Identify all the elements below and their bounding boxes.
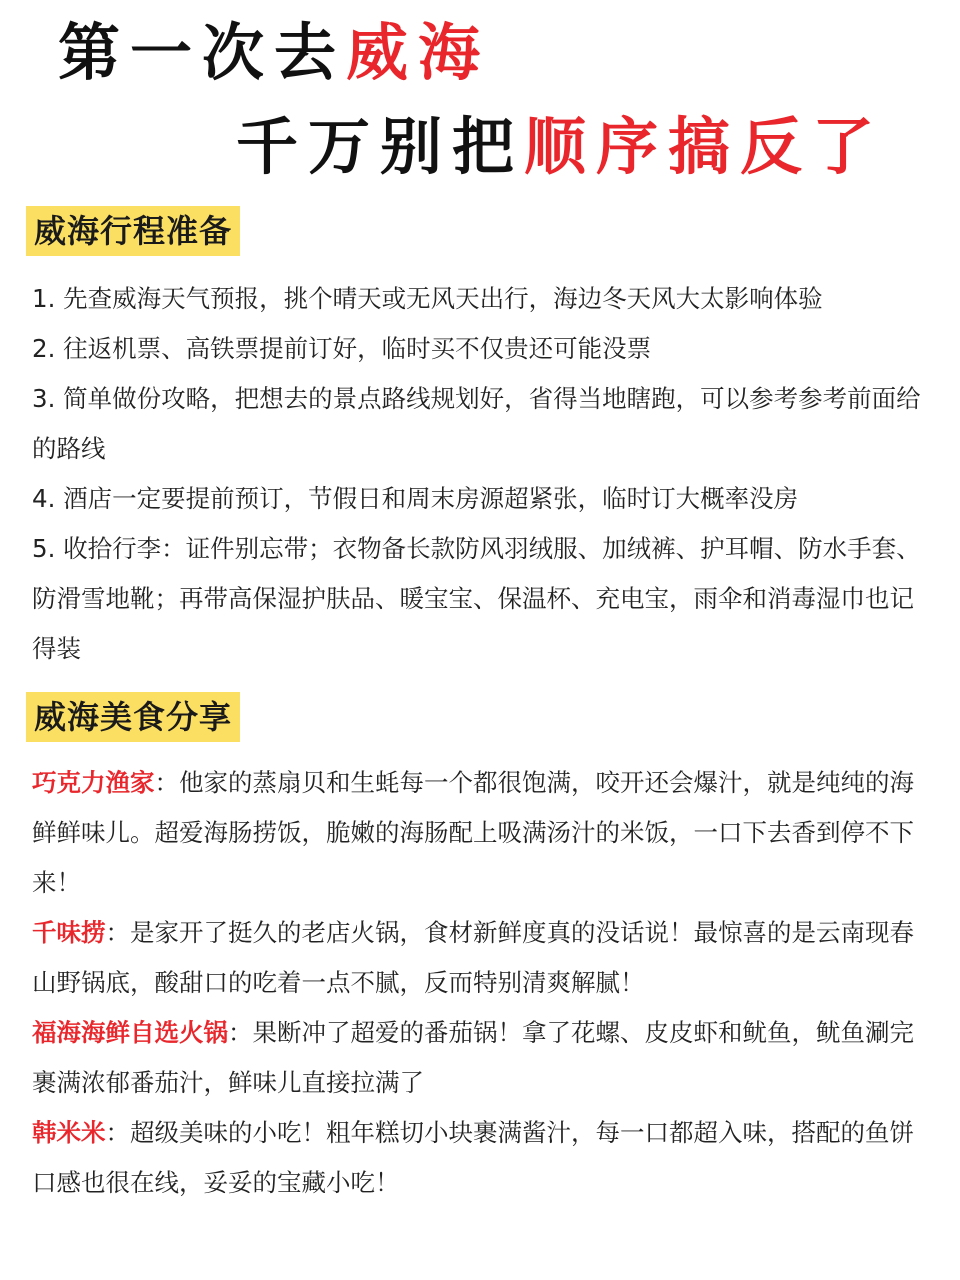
title-line-2-red: 顺序搞反了 — [524, 110, 885, 183]
food-item — [32, 908, 924, 1008]
restaurant-name: 千味捞 — [32, 918, 106, 947]
food-list — [32, 758, 924, 1208]
restaurant-name: 福海海鲜自选火锅 — [32, 1018, 228, 1047]
restaurant-review: ：果断冲了超爱的番茄锅！拿了花螺、皮皮虾和鱿鱼，鱿鱼涮完裹满浓郁番茄汁，鲜味儿直接拉满了 — [32, 1018, 914, 1097]
restaurant-name: 巧克力渔家 — [32, 768, 155, 797]
food-item — [32, 1108, 924, 1208]
prep-item: 5. 收拾行李：证件别忘带；衣物备长款防风羽绒服、加绒裤、护耳帽、防水手套、防滑雪地靴；再带高保湿护肤品、暖宝宝、保温杯、充电宝，雨伞和消毒湿巾也记得装 — [32, 534, 921, 663]
restaurant-review: ：他家的蒸扇贝和生蚝每一个都很饱满，咬开还会爆汁，就是纯纯的海鲜鲜味儿。超爱海肠捞饭，脆嫩的海肠配上吸满汤汁的米饭，一口下去香到停不下来！ — [32, 768, 914, 897]
prep-item: 4. 酒店一定要提前预订，节假日和周末房源超紧张，临时订大概率没房 — [32, 484, 799, 513]
prep-item: 3. 简单做份攻略，把想去的景点路线规划好，省得当地瞎跑，可以参考参考前面给的路线 — [32, 384, 921, 463]
title-line-2 — [236, 110, 885, 183]
section-heading-food: 威海美食分享 — [26, 692, 240, 742]
title-line-1-black: 第一次去 — [58, 16, 347, 89]
title-line-1-red: 威海 — [346, 16, 491, 89]
section-heading-prep: 威海行程准备 — [26, 206, 240, 256]
restaurant-review: ：是家开了挺久的老店火锅，食材新鲜度真的没话说！最惊喜的是云南现春山野锅底，酸甜口的吃着一点不腻，反而特别清爽解腻！ — [32, 918, 914, 997]
prep-item: 2. 往返机票、高铁票提前订好，临时买不仅贵还可能没票 — [32, 334, 652, 363]
restaurant-name: 韩米米 — [32, 1118, 106, 1147]
food-item — [32, 1008, 924, 1108]
title-line-1 — [58, 16, 491, 89]
prep-item: 1. 先查威海天气预报，挑个晴天或无风天出行，海边冬天风大太影响体验 — [32, 284, 823, 313]
title-line-2-black: 千万别把 — [236, 110, 525, 183]
restaurant-review: ：超级美味的小吃！粗年糕切小块裹满酱汁，每一口都超入味，搭配的鱼饼口感也很在线，妥妥的宝藏小吃！ — [32, 1118, 914, 1197]
food-item — [32, 758, 924, 908]
prep-list — [32, 274, 924, 674]
